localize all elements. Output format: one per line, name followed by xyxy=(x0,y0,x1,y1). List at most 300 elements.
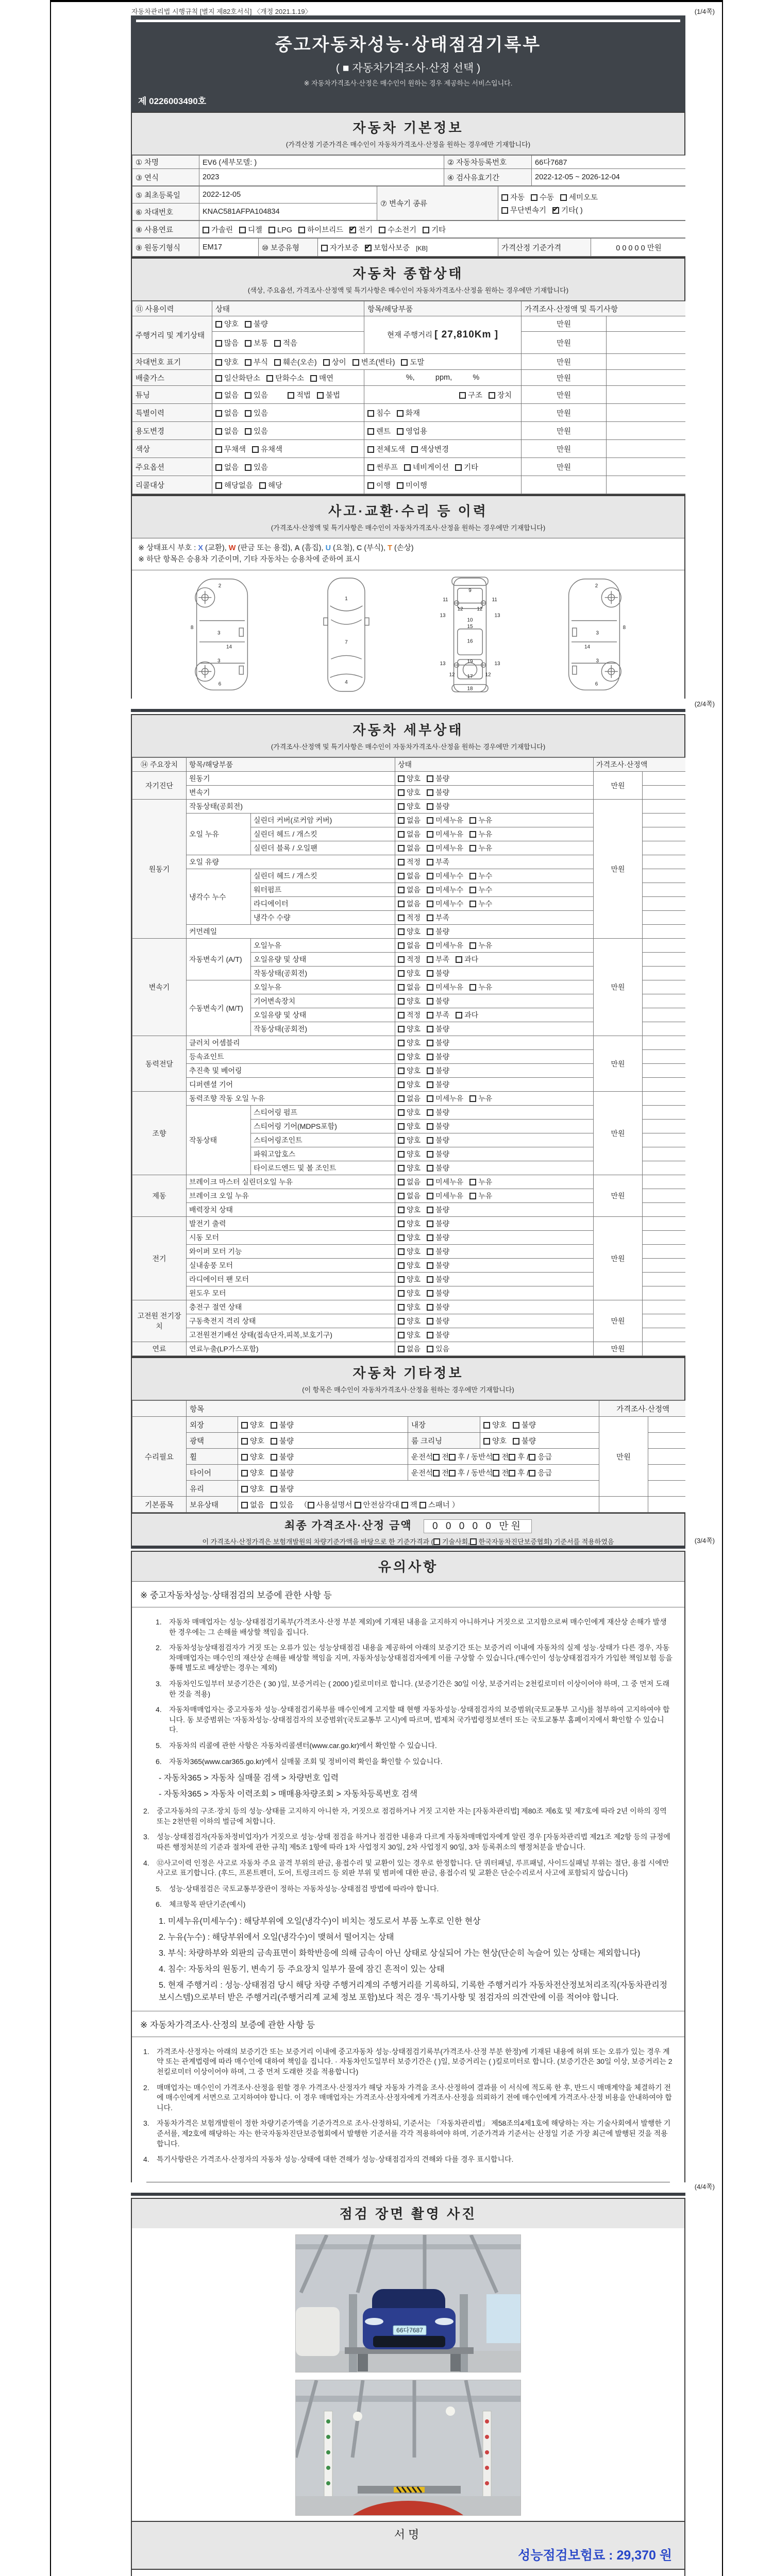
note-cell xyxy=(607,422,686,440)
option xyxy=(469,815,492,825)
option xyxy=(560,192,598,202)
checkbox[interactable] xyxy=(509,1454,515,1461)
option xyxy=(401,357,424,367)
price-cell xyxy=(599,1497,648,1513)
checkbox[interactable] xyxy=(365,245,372,251)
text: 양호 xyxy=(407,1331,421,1339)
text: 있음 xyxy=(254,391,268,400)
checkbox[interactable] xyxy=(427,998,433,1005)
checkbox[interactable] xyxy=(427,1234,433,1241)
checkbox[interactable] xyxy=(427,1040,433,1046)
checkbox[interactable] xyxy=(427,887,433,893)
option xyxy=(427,1246,449,1257)
checkbox[interactable] xyxy=(398,859,405,866)
checkbox[interactable] xyxy=(271,1470,277,1477)
checkbox[interactable] xyxy=(398,1012,405,1019)
checkbox[interactable] xyxy=(274,340,281,347)
checkbox[interactable] xyxy=(427,901,433,907)
checkbox[interactable] xyxy=(215,375,222,382)
part-number-12: 12 xyxy=(477,606,483,613)
text: 누수 xyxy=(478,886,493,894)
option xyxy=(398,1149,421,1159)
option-group xyxy=(241,1501,300,1510)
text: 불량 xyxy=(279,1437,294,1446)
checkbox[interactable] xyxy=(215,464,222,471)
checkbox[interactable] xyxy=(367,410,374,417)
part-number-14: 14 xyxy=(584,644,590,650)
checkbox[interactable] xyxy=(427,789,433,796)
checkbox[interactable] xyxy=(469,1193,476,1199)
checkbox[interactable] xyxy=(241,1438,248,1445)
checkbox[interactable] xyxy=(398,1318,405,1325)
checkbox[interactable] xyxy=(398,845,405,852)
checkbox[interactable] xyxy=(483,1422,490,1429)
checkbox[interactable] xyxy=(427,956,433,963)
signature-band xyxy=(131,2522,685,2570)
option-group xyxy=(367,410,426,418)
item-label: 브레이크 오일 누유 xyxy=(187,1189,395,1203)
checkbox[interactable] xyxy=(427,859,433,866)
checkbox[interactable] xyxy=(271,1486,277,1493)
checkbox[interactable] xyxy=(501,207,508,214)
mileage-value: [ 27,810Km ] xyxy=(434,329,499,340)
checkbox[interactable] xyxy=(271,1454,277,1461)
checkbox[interactable] xyxy=(271,1502,277,1509)
checkbox[interactable] xyxy=(411,446,418,453)
text: 미세누유 xyxy=(435,816,464,824)
checkbox[interactable] xyxy=(552,207,559,214)
checkbox[interactable] xyxy=(367,482,374,489)
checkbox[interactable] xyxy=(397,428,404,435)
checkbox[interactable] xyxy=(245,321,251,328)
option xyxy=(271,1467,294,1478)
text: 불량 xyxy=(435,1136,450,1144)
text: 양호 xyxy=(407,1080,421,1089)
text: 불량 xyxy=(435,1164,450,1172)
checkbox[interactable] xyxy=(427,1109,433,1116)
checkbox[interactable] xyxy=(469,1095,476,1102)
item-label: 오일유량 및 상태 xyxy=(251,953,395,967)
checkbox[interactable] xyxy=(398,1234,405,1241)
option-group xyxy=(398,1317,456,1325)
option xyxy=(427,1316,449,1326)
checkbox[interactable] xyxy=(427,1304,433,1311)
checkbox[interactable] xyxy=(501,194,508,201)
checkbox[interactable] xyxy=(398,803,405,810)
checkbox[interactable] xyxy=(427,942,433,949)
checkbox[interactable] xyxy=(215,321,222,328)
checkbox[interactable] xyxy=(493,1454,499,1461)
checkbox[interactable] xyxy=(398,817,405,824)
checkbox[interactable] xyxy=(398,1290,405,1297)
checkbox[interactable] xyxy=(245,464,251,471)
checkbox[interactable] xyxy=(245,359,251,366)
option-group xyxy=(241,1421,300,1430)
checkbox[interactable] xyxy=(398,901,405,907)
checkbox[interactable] xyxy=(427,970,433,977)
checkbox[interactable] xyxy=(398,1304,405,1311)
option xyxy=(469,885,492,895)
checkbox[interactable] xyxy=(259,482,266,489)
option xyxy=(203,224,233,235)
checkbox[interactable] xyxy=(483,1438,490,1445)
checkbox[interactable] xyxy=(427,1054,433,1060)
checkbox[interactable] xyxy=(427,1221,433,1227)
item-label: 시동 모터 xyxy=(187,1231,395,1245)
checkbox[interactable] xyxy=(513,1422,519,1429)
text: 누유 xyxy=(478,830,493,838)
item-label: 작동상태(공회전) xyxy=(187,800,395,814)
option xyxy=(483,1419,507,1430)
option xyxy=(397,426,427,436)
checkbox[interactable] xyxy=(427,817,433,824)
checkbox[interactable] xyxy=(321,245,328,251)
text: 운전석 xyxy=(411,1469,433,1478)
checkbox[interactable] xyxy=(352,359,359,366)
checkbox[interactable] xyxy=(427,1290,433,1297)
text: 양호 xyxy=(407,1150,421,1158)
col-price: 가격조사·산정액 xyxy=(594,758,685,772)
subgroup-label: 자동변속기 (A/T) xyxy=(187,939,251,980)
document-subtitle: ( ■ 자동차가격조사·산정 선택 ) xyxy=(335,62,481,74)
checkbox[interactable] xyxy=(203,227,209,233)
text: 불량 xyxy=(435,1206,450,1214)
checkbox[interactable] xyxy=(427,1012,433,1019)
checkbox[interactable] xyxy=(427,1179,433,1185)
text: 양호 xyxy=(407,1164,421,1172)
checkbox[interactable] xyxy=(215,446,222,453)
text: 있음 xyxy=(254,463,268,472)
note-cell xyxy=(643,800,685,814)
checkbox[interactable] xyxy=(469,873,476,879)
checkbox[interactable] xyxy=(398,1151,405,1158)
checkbox[interactable] xyxy=(398,1137,405,1144)
checkbox[interactable] xyxy=(398,831,405,838)
checkbox[interactable] xyxy=(398,984,405,991)
checkbox[interactable] xyxy=(215,428,222,435)
checkbox[interactable] xyxy=(398,1193,405,1199)
checkbox[interactable] xyxy=(398,1067,405,1074)
item-label: 디퍼렌셜 기어 xyxy=(187,1078,395,1092)
checkbox[interactable] xyxy=(455,464,462,471)
row-label: 배출가스 xyxy=(132,370,212,386)
checkbox[interactable] xyxy=(489,392,495,399)
checkbox[interactable] xyxy=(241,1454,248,1461)
checkbox[interactable] xyxy=(427,1165,433,1172)
checkbox[interactable] xyxy=(215,359,222,366)
checkbox[interactable] xyxy=(398,873,405,879)
price-cell: 만원 xyxy=(594,939,643,1036)
checkbox[interactable] xyxy=(398,1165,405,1172)
note-cell xyxy=(643,772,685,786)
checkbox[interactable] xyxy=(268,227,275,233)
option xyxy=(398,1024,421,1034)
checkbox[interactable] xyxy=(427,1026,433,1032)
option xyxy=(427,1135,449,1145)
checkbox[interactable] xyxy=(427,1248,433,1255)
status-cell xyxy=(238,1433,408,1449)
checkbox[interactable] xyxy=(427,1276,433,1283)
note-cell xyxy=(643,1092,685,1106)
notice-item xyxy=(143,1858,673,1878)
checkbox[interactable] xyxy=(459,392,466,399)
checkbox[interactable] xyxy=(469,887,476,893)
checkbox[interactable] xyxy=(401,359,408,366)
checkbox[interactable] xyxy=(245,340,251,347)
status-cell xyxy=(212,354,522,370)
checkbox[interactable] xyxy=(398,914,405,921)
option xyxy=(531,192,554,202)
text: 양호 xyxy=(407,1039,421,1047)
checkbox[interactable] xyxy=(397,410,404,417)
checkbox[interactable] xyxy=(427,1346,433,1352)
price-cell xyxy=(522,476,607,494)
checkbox[interactable] xyxy=(215,482,222,489)
checkbox[interactable] xyxy=(427,1332,433,1338)
text: 과다 xyxy=(464,955,479,963)
status-cell xyxy=(395,1314,594,1328)
status-cell xyxy=(395,855,594,869)
checkbox[interactable] xyxy=(469,817,476,824)
notice-item xyxy=(143,2047,673,2077)
checkbox[interactable] xyxy=(449,1454,456,1461)
checkbox[interactable] xyxy=(449,1470,456,1477)
checkbox[interactable] xyxy=(513,1438,519,1445)
checkbox[interactable] xyxy=(427,1137,433,1144)
status-code-desc: (요철), xyxy=(331,544,357,552)
checkbox[interactable] xyxy=(398,775,405,782)
text: 미세누유 xyxy=(435,844,464,852)
checkbox[interactable] xyxy=(398,1262,405,1269)
checkbox[interactable] xyxy=(398,1248,405,1255)
item-label: 오일유량 및 상태 xyxy=(251,1008,395,1022)
checkbox[interactable] xyxy=(349,227,356,233)
option xyxy=(241,1499,264,1510)
checkbox[interactable] xyxy=(215,340,222,347)
text: 상이 xyxy=(331,358,346,367)
option xyxy=(427,1010,449,1020)
note-cell xyxy=(643,827,685,841)
text: 양호 xyxy=(224,320,239,329)
checkbox[interactable] xyxy=(427,1067,433,1074)
checkbox[interactable] xyxy=(241,1502,248,1509)
option-group xyxy=(398,1094,498,1103)
checkbox[interactable] xyxy=(367,446,374,453)
checkbox[interactable] xyxy=(398,1040,405,1046)
checkbox[interactable] xyxy=(469,1179,476,1185)
car-side-right-view xyxy=(545,573,643,696)
note-cell xyxy=(643,1328,685,1342)
text: 불량 xyxy=(254,320,268,329)
checkbox[interactable] xyxy=(398,1123,405,1130)
notice-items-valuation xyxy=(143,2047,673,2165)
checkbox[interactable] xyxy=(367,428,374,435)
checkbox[interactable] xyxy=(398,1054,405,1060)
checkbox[interactable] xyxy=(323,359,330,366)
checkbox[interactable] xyxy=(266,375,273,382)
status-cell xyxy=(238,1481,599,1497)
checkbox[interactable] xyxy=(427,873,433,879)
checkbox[interactable] xyxy=(398,942,405,949)
checkbox[interactable] xyxy=(398,887,405,893)
checkbox[interactable] xyxy=(529,1454,535,1461)
checkbox[interactable] xyxy=(427,1081,433,1088)
checkbox[interactable] xyxy=(419,1502,426,1509)
text: 있음 xyxy=(279,1501,294,1510)
note-cell xyxy=(643,911,685,925)
checkbox[interactable] xyxy=(317,392,324,399)
checkbox[interactable] xyxy=(252,446,259,453)
checkbox[interactable] xyxy=(427,1262,433,1269)
item-label: 외장 xyxy=(187,1417,238,1433)
option-group xyxy=(215,340,304,348)
checkbox[interactable] xyxy=(398,789,405,796)
checkbox[interactable] xyxy=(397,482,404,489)
checkbox[interactable] xyxy=(310,375,317,382)
checkbox[interactable] xyxy=(427,831,433,838)
checkbox[interactable] xyxy=(433,1470,440,1477)
text: 양호 xyxy=(407,774,421,783)
checkbox[interactable] xyxy=(560,194,567,201)
final-price-band xyxy=(131,1514,685,1546)
checkbox[interactable] xyxy=(427,803,433,810)
checkbox[interactable] xyxy=(241,1470,248,1477)
checkbox[interactable] xyxy=(401,1502,408,1509)
checkbox[interactable] xyxy=(398,1081,405,1088)
checkbox[interactable] xyxy=(308,1502,314,1509)
checkbox[interactable] xyxy=(469,901,476,907)
checkbox[interactable] xyxy=(355,1502,361,1509)
table-row xyxy=(132,1217,686,1231)
checkbox[interactable] xyxy=(427,914,433,921)
checkbox[interactable] xyxy=(469,831,476,838)
checkbox[interactable] xyxy=(398,1346,405,1352)
text: 불량 xyxy=(435,927,450,936)
device-label: 연료 xyxy=(132,1342,187,1356)
checkbox[interactable] xyxy=(398,1026,405,1032)
checkbox[interactable] xyxy=(398,1109,405,1116)
checkbox[interactable] xyxy=(433,1538,440,1545)
checkbox[interactable] xyxy=(215,392,222,399)
status-cell xyxy=(395,1133,594,1147)
checkbox[interactable] xyxy=(398,1276,405,1283)
notice-item xyxy=(143,2083,673,2113)
option-group xyxy=(398,1206,456,1214)
option xyxy=(398,1302,421,1312)
checkbox[interactable] xyxy=(456,1012,462,1019)
checkbox[interactable] xyxy=(241,1486,248,1493)
checkbox[interactable] xyxy=(427,845,433,852)
checkbox[interactable] xyxy=(531,194,537,201)
option-group xyxy=(203,226,452,234)
checkbox[interactable] xyxy=(398,1332,405,1338)
checkbox[interactable] xyxy=(288,392,294,399)
text: 해당없음 xyxy=(224,481,254,490)
checkbox[interactable] xyxy=(274,359,281,366)
option xyxy=(241,1419,264,1430)
checkbox[interactable] xyxy=(398,970,405,977)
text: 불량 xyxy=(435,997,450,1005)
checkbox[interactable] xyxy=(470,1538,477,1545)
checkbox[interactable] xyxy=(427,1151,433,1158)
checkbox[interactable] xyxy=(427,1318,433,1325)
checkbox[interactable] xyxy=(398,1221,405,1227)
checkbox[interactable] xyxy=(398,1179,405,1185)
checkbox[interactable] xyxy=(456,956,462,963)
checkbox[interactable] xyxy=(469,845,476,852)
checkbox[interactable] xyxy=(427,1207,433,1213)
checkbox[interactable] xyxy=(529,1470,535,1477)
option xyxy=(271,1435,294,1446)
checkbox[interactable] xyxy=(427,1193,433,1199)
checkbox[interactable] xyxy=(427,775,433,782)
text: 불량 xyxy=(435,969,450,977)
checkbox[interactable] xyxy=(423,227,429,233)
checkbox[interactable] xyxy=(469,984,476,991)
checkbox[interactable] xyxy=(379,227,385,233)
checkbox[interactable] xyxy=(245,410,251,417)
checkbox[interactable] xyxy=(427,1123,433,1130)
checkbox[interactable] xyxy=(245,392,251,399)
option xyxy=(398,940,421,951)
first-reg-value: 2022-12-05 xyxy=(199,187,377,204)
legend-prefix: ※ 상태표시 부호 : xyxy=(138,544,198,552)
reg-no-value: 66다7687 xyxy=(532,156,686,169)
note-cell xyxy=(643,786,685,800)
final-price-label: 최종 가격조사·산정 금액 xyxy=(284,1520,412,1532)
checkbox[interactable] xyxy=(271,1422,277,1429)
checkbox[interactable] xyxy=(427,1095,433,1102)
checkbox[interactable] xyxy=(398,956,405,963)
checkbox[interactable] xyxy=(427,928,433,935)
checkbox[interactable] xyxy=(245,428,251,435)
checkbox[interactable] xyxy=(404,464,411,471)
text: LPG xyxy=(277,226,293,234)
checkbox[interactable] xyxy=(398,1207,405,1213)
checkbox[interactable] xyxy=(398,998,405,1005)
text: 양호 xyxy=(407,788,421,796)
item-cell: %, ppm, % xyxy=(364,370,522,386)
checkbox[interactable] xyxy=(241,1422,248,1429)
option xyxy=(323,357,346,367)
checkbox[interactable] xyxy=(298,227,305,233)
item-number: 1. xyxy=(156,1618,162,1626)
price-cell: 만원 xyxy=(594,1092,643,1175)
checkbox[interactable] xyxy=(493,1470,499,1477)
checkbox[interactable] xyxy=(398,928,405,935)
text: 탄화수소 xyxy=(275,374,305,383)
option-group xyxy=(398,1039,456,1047)
option-group xyxy=(215,375,340,383)
option xyxy=(398,899,421,909)
checkbox[interactable] xyxy=(398,1095,405,1102)
status-cell xyxy=(212,370,364,386)
checkbox[interactable] xyxy=(509,1470,515,1477)
checkbox[interactable] xyxy=(271,1438,277,1445)
option xyxy=(427,899,463,909)
checkbox[interactable] xyxy=(239,227,246,233)
option xyxy=(427,940,463,951)
col-device: ⑭ 주요장치 xyxy=(132,758,187,772)
checkbox[interactable] xyxy=(469,942,476,949)
checkbox[interactable] xyxy=(433,1454,440,1461)
price-cell: 만원 xyxy=(522,316,607,332)
option-group xyxy=(288,392,346,400)
checkbox[interactable] xyxy=(427,984,433,991)
item-label: 실린더 커버(로커암 커버) xyxy=(251,814,395,827)
checkbox[interactable] xyxy=(215,410,222,417)
checkbox[interactable] xyxy=(367,464,374,471)
